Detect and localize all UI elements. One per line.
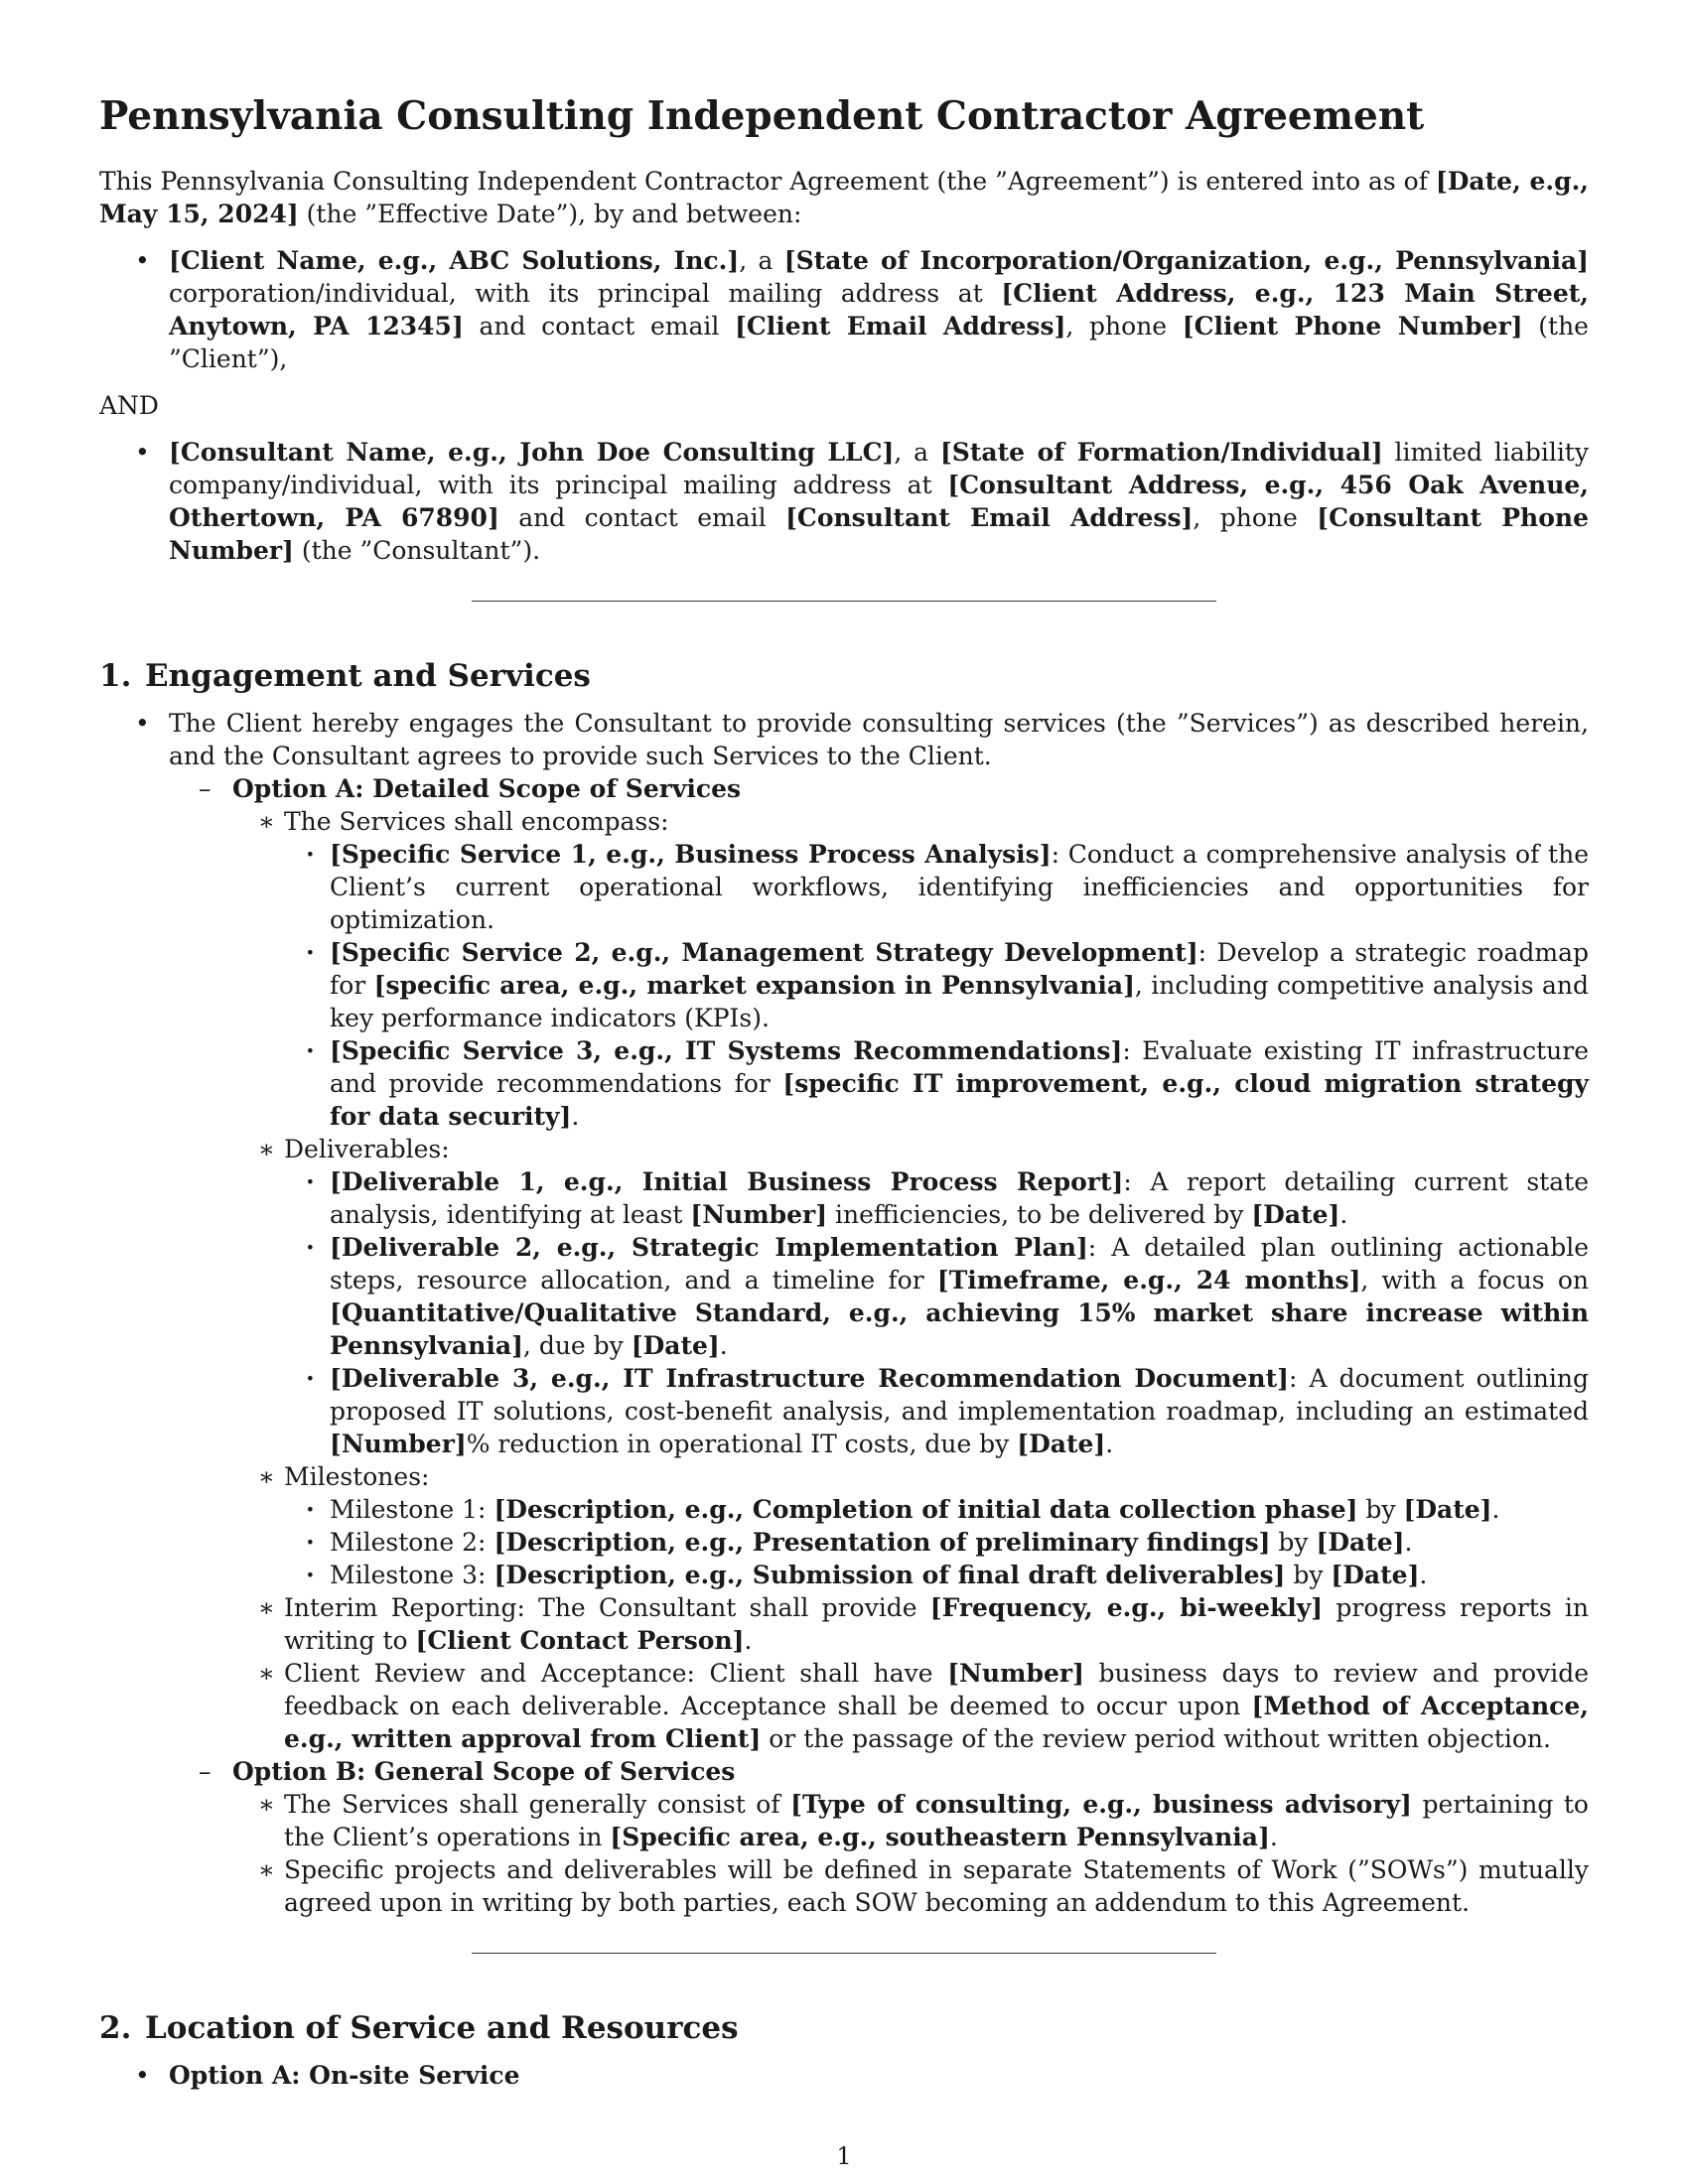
client-state-placeholder: [State of Incorporation/Organization, e.g., Pennsylvania] [783, 246, 1589, 275]
service-1: · [Specific Service 1, e.g., Business Process Analysis]: Conduct a comprehensive analysis of the Client’s current operational workflows, identifying inefficiencies and opportunities for optimization. [284, 838, 1589, 936]
services-list [284, 838, 1589, 1133]
option-b-item-1: ∗ The Services shall generally consist of [Type of consulting, e.g., business advisory] pertaining to the Client’s operations in [Specific area, e.g., southeastern Pennsylvania]. [232, 1788, 1589, 1853]
deliverables-item: ∗ Deliverables: · [Deliverable 1, e.g., Initial Business Process Report]: A report detailing current state analysis, identifying at least [Number] inefficiencies, to be delivered by [Date]. · [Deliverable 2, e.g., Strategic Implementation Plan]: A detailed plan outlining actionable steps, resource allocation, and a timeline for [Timeframe, e.g., 24 months], with a focus on [Quantitative/Qualitative Standard, e.g., achieving 15% market share increase within Pennsylvania], due by [Date]. · [Deliverable 3, e.g., IT Infrastructure Recommendation Document]: A document outlining proposed IT solutions, cost-benefit analysis, and implementation roadmap, including an estimated [Number]% reduction in operational IT costs, due by [Date]. [232, 1133, 1589, 1460]
section-1-heading: 1. Engagement and Services [99, 658, 591, 694]
section-divider [472, 1953, 1216, 1954]
document-page [99, 79, 1589, 2092]
consultant-name-placeholder: [Consultant Name, e.g., John Doe Consulting LLC] [169, 438, 895, 467]
client-party: • [Client Name, e.g., ABC Solutions, Inc.], a [State of Incorporation/Organization, e.g., Pennsylvania] corporation/individual, with its principal mailing address at [Client Address, e.g., 123 Main Street, Anytown, PA 12345] and contact email [Client Email Address], phone [Client Phone Number] (the ”Client”), [99, 244, 1589, 375]
scope-options [169, 772, 1589, 1919]
service-2: · [Specific Service 2, e.g., Management Strategy Development]: Develop a strategic roadmap for [specific area, e.g., market expansion in Pennsylvania], including competitive analysis and key performance indicators (KPIs). [284, 936, 1589, 1034]
milestone-3: · Milestone 3: [Description, e.g., Submission of final draft deliverables] by [Date]. [284, 1559, 1589, 1591]
milestone-1: · Milestone 1: [Description, e.g., Completion of initial data collection phase] by [Date]. [284, 1493, 1589, 1526]
client-email-placeholder: [Client Email Address] [735, 312, 1066, 341]
option-a [169, 772, 1589, 1755]
section-2-option-a: • Option A: On-site Service [99, 2059, 1589, 2092]
deliverables-list [284, 1165, 1589, 1460]
client-party-list [99, 244, 1589, 375]
section-2-list [99, 2059, 1589, 2092]
service-3: · [Specific Service 3, e.g., IT Systems Recommendations]: Evaluate existing IT infrastructure and provide recommendations for [specific IT improvement, e.g., cloud migration strategy for data security]. [284, 1034, 1589, 1133]
milestone-2: · Milestone 2: [Description, e.g., Presentation of preliminary findings] by [Date]. [284, 1526, 1589, 1559]
engagement-item: • The Client hereby engages the Consultant to provide consulting services (the ”Services”) as described herein, and the Consultant agrees to provide such Services to the Client. – Option A: Detailed Scope of Services ∗ The Services shall encompass: · [Specific Service 1, e.g., Business Process Analysis]: Conduct a comprehensive analysis of the Client’s current operational workflows, identifying inefficiencies and opportunities for optimization. · [Specific Service 2, e.g., Management Strategy Development]: Develop a strategic roadmap for [specific area, e.g., market expansion in Pennsylvania], including competitive analysis and key performance indicators (KPIs). · [Specific Service 3, e.g., IT Systems Recommendations]: Evaluate existing IT infrastructure and provide recommendations for [specific IT improvement, e.g., cloud migration strategy for data security]. ∗ Deliverables: · [Deliverable 1, e.g., Initial Business Process Report]: A report detailing current state analysis, identifying at least [Number] inefficiencies, to be delivered by [Date]. · [Deliverable 2, e.g., Strategic Implementation Plan]: A detailed plan outlining actionable steps, resource allocation, and a timeline for [Timeframe, e.g., 24 months], with a focus on [Quantitative/Qualitative Standard, e.g., achieving 15% market share increase within Pennsylvania], due by [Date]. · [Deliverable 3, e.g., IT Infrastructure Recommendation Document]: A document outlining proposed IT solutions, cost-benefit analysis, and implementation roadmap, including an estimated [Number]% reduction in operational IT costs, due by [Date]. ∗ Milestones: · Milestone 1: [Description, e.g., Completion of initial data collection phase] by [Date]. · Milestone 2: [Description, e.g., Presentation of preliminary findings] by [Date]. · Milestone 3: [Description, e.g., Submission of final draft deliverables] by [Date]. ∗ Interim Reporting: The Consultant shall provide [Frequency, e.g., bi-weekly] progress reports in writing to [Client Contact Person]. ∗ Client Review and Acceptance: Client shall have [Number] business days to review and provide feedback on each deliverable. Acceptance shall be deemed to occur upon [Method of Acceptance, e.g., written approval from Client] or the passage of the review period without written objection. – Option B: General Scope of Services ∗ The Services shall generally consist of [Type of consulting, e.g., business advisory] pertaining to the Client’s operations in [Specific area, e.g., southeastern Pennsylvania]. ∗ Specific projects and deliverables will be defined in separate Statements of Work (”SOWs”) mutually agreed upon in writing by both parties, each SOW becoming an addendum to this Agreement. [99, 707, 1589, 1919]
option-b-item-2: ∗ Specific projects and deliverables will be defined in separate Statements of Work (”SOWs”) mutually agreed upon in writing by both parties, each SOW becoming an addendum to this Agreement. [232, 1853, 1589, 1919]
consultant-state-placeholder: [State of Formation/Individual] [939, 438, 1383, 467]
review-acceptance-item: ∗ Client Review and Acceptance: Client shall have [Number] business days to review and provide feedback on each deliverable. Acceptance shall be deemed to occur upon [Method of Acceptance, e.g., written approval from Client] or the passage of the review period without written objection. [232, 1657, 1589, 1755]
deliverable-2: · [Deliverable 2, e.g., Strategic Implementation Plan]: A detailed plan outlining actionable steps, resource allocation, and a timeline for [Timeframe, e.g., 24 months], with a focus on [Quantitative/Qualitative Standard, e.g., achieving 15% market share increase within Pennsylvania], due by [Date]. [284, 1231, 1589, 1362]
document-title: Pennsylvania Consulting Independent Contractor Agreement [99, 93, 1425, 139]
option-b [169, 1755, 1589, 1919]
and-label: AND [99, 391, 159, 420]
consultant-party-list [99, 436, 1589, 567]
client-phone-placeholder: [Client Phone Number] [1182, 312, 1523, 341]
section-2-heading: 2. Location of Service and Resources [99, 2010, 739, 2046]
option-b-title: Option B: General Scope of Services [232, 1757, 736, 1786]
services-item: ∗ The Services shall encompass: · [Specific Service 1, e.g., Business Process Analysis]: Conduct a comprehensive analysis of the Client’s current operational workflows, identifying inefficiencies and opportunities for optimization. · [Specific Service 2, e.g., Management Strategy Development]: Develop a strategic roadmap for [specific area, e.g., market expansion in Pennsylvania], including competitive analysis and key performance indicators (KPIs). · [Specific Service 3, e.g., IT Systems Recommendations]: Evaluate existing IT infrastructure and provide recommendations for [specific IT improvement, e.g., cloud migration strategy for data security]. [232, 805, 1589, 1133]
client-address-placeholder: [Client Address, e.g., 123 Main Street, Anytown, PA 12345] [169, 279, 1589, 341]
consultant-email-placeholder: [Consultant Email Address] [785, 503, 1194, 532]
interim-reporting-item: ∗ Interim Reporting: The Consultant shall provide [Frequency, e.g., bi-weekly] progress reports in writing to [Client Contact Person]. [232, 1591, 1589, 1657]
effective-date-placeholder: [Date, e.g., May 15, 2024] [99, 167, 1589, 228]
milestones-list [284, 1493, 1589, 1591]
option-a-title: Option A: Detailed Scope of Services [232, 774, 742, 803]
deliverable-3: · [Deliverable 3, e.g., IT Infrastructure Recommendation Document]: A document outlining proposed IT solutions, cost-benefit analysis, and implementation roadmap, including an estimated [Number]% reduction in operational IT costs, due by [Date]. [284, 1362, 1589, 1460]
client-name-placeholder: [Client Name, e.g., ABC Solutions, Inc.] [169, 246, 740, 275]
milestones-item: ∗ Milestones: · Milestone 1: [Description, e.g., Completion of initial data collection phase] by [Date]. · Milestone 2: [Description, e.g., Presentation of preliminary findings] by [Date]. · Milestone 3: [Description, e.g., Submission of final draft deliverables] by [Date]. [232, 1460, 1589, 1591]
option-a-list [232, 805, 1589, 1755]
section-1-list [99, 707, 1589, 1919]
intro-paragraph: This Pennsylvania Consulting Independent Contractor Agreement (the ”Agreement”) is entered into as of [Date, e.g., May 15, 2024] (the ”Effective Date”), by and between: [99, 167, 1589, 228]
option-b-list [232, 1788, 1589, 1919]
page-number: 1 [836, 2142, 852, 2170]
consultant-address-placeholder: [Consultant Address, e.g., 456 Oak Avenue, Othertown, PA 67890] [169, 471, 1589, 532]
deliverable-1: · [Deliverable 1, e.g., Initial Business Process Report]: A report detailing current state analysis, identifying at least [Number] inefficiencies, to be delivered by [Date]. [284, 1165, 1589, 1231]
section-divider [472, 601, 1216, 602]
consultant-party: • [Consultant Name, e.g., John Doe Consulting LLC], a [State of Formation/Individual] limited liability company/individual, with its principal mailing address at [Consultant Address, e.g., 456 Oak Avenue, Othertown, PA 67890] and contact email [Consultant Email Address], phone [Consultant Phone Number] (the ”Consultant”). [99, 436, 1589, 567]
consultant-phone-placeholder: [Consultant Phone Number] [169, 503, 1589, 565]
